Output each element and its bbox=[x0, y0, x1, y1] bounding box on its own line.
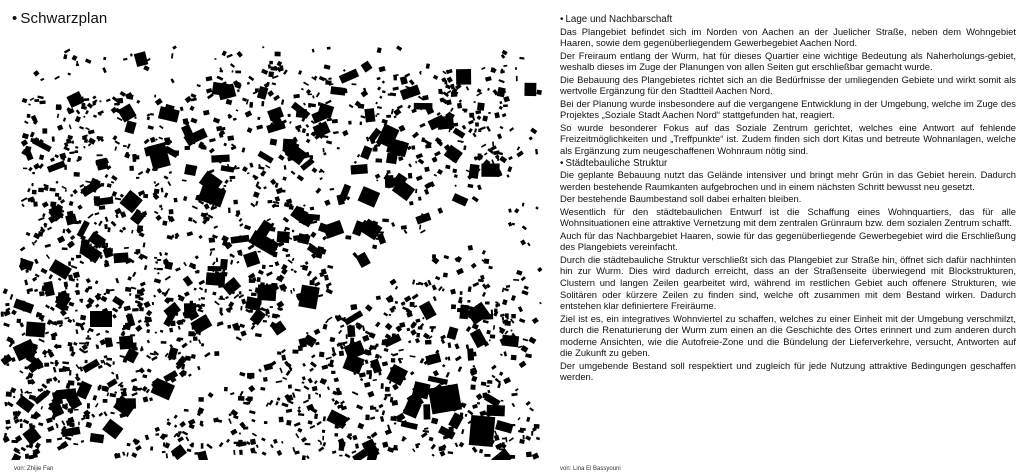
paragraph: Der bestehende Baumbestand soll dabei erhalten bleiben. bbox=[560, 193, 802, 205]
page-title bbox=[12, 10, 107, 27]
text-credit: von: Lina El Bassyouni bbox=[560, 466, 621, 472]
page-title-text: Schwarzplan bbox=[20, 10, 108, 27]
section-heading-text: Städtebauliche Struktur bbox=[565, 157, 668, 169]
paragraph: Die geplante Bebauung nutzt das Gelände intensiver und bringt mehr Grün in das Gebiet herein. Dadurch werden bestehende Raumkanten aufgebrochen und in einem nächsten Schritt bewusst neu gesetzt. bbox=[560, 169, 1016, 192]
bullet-icon: • bbox=[12, 10, 18, 27]
paragraph: Der umgebende Bestand soll respektiert und zugleich für jede Nutzung attraktive Bedingungen geschaffen werden. bbox=[560, 359, 1016, 383]
section-struktur bbox=[560, 158, 1016, 383]
figure-ground-map bbox=[0, 36, 548, 460]
paragraph: Der Freiraum entlang der Wurm, hat für dieses Quartier eine wichtige Bedeutung als Naherholungs-gebiet, weshalb dieses im Zuge der Planungen von allen Seiten gut erschließbar gemacht wurde. bbox=[560, 49, 1016, 73]
paragraph: So wurde besonderer Fokus auf das Soziale Zentrum gerichtet, welches eine Antwort auf fehlende Freizeitmöglichkeiten und „Treffpunkte“ ist. Zudem finden sich dort Kitas und betreute Wohnanlagen, welche als Ergänzung zum neugeschaffenen Wohnraum nötig sind. bbox=[560, 121, 1016, 157]
figure-ground-map-graphic bbox=[0, 36, 548, 460]
paragraph: Bei der Planung wurde insbesondere auf die vergangene Entwicklung in der Umgebung, welche im Zuge des Projektes „Soziale Stadt Aachen Nord“ stattgefunden hat, reagiert. bbox=[560, 97, 1016, 121]
map-credit: von: Zhijie Fan bbox=[14, 466, 54, 472]
section-lage bbox=[560, 14, 1016, 157]
section-heading bbox=[560, 158, 1016, 170]
paragraph: Das Plangebiet befindet sich im Norden von Aachen an der Juelicher Straße, neben dem Wohngebiet Haaren, sowie dem gegenüberliegendem Gewerbegebiet Aachen Nord. bbox=[560, 25, 1016, 49]
section-heading bbox=[560, 14, 1016, 26]
paragraph: Die Bebauung des Plangebietes richtet sich an die Bedürfnisse der umliegenden Gebiete und wirkt somit als wertvolle Ergänzung für den Stadtteil Aachen Nord. bbox=[560, 73, 1016, 97]
paragraph: Ziel ist es, ein integratives Wohnviertel zu schaffen, welches zu einer Einheit mit der Umgebung verschmilzt, durch die Renaturierung der Wurm zum einen an die Geschichte des Ortes erinnert und zum anderen durch moderne Ansichten, wie die Autofreie-Zone und die Bündelung der Lieferverkehre, versucht, Antworten auf die Zukunft zu geben. bbox=[560, 312, 1016, 359]
paragraph: Durch die städtebauliche Struktur verschließt sich das Plangebiet zur Straße hin, öffnet sich dafür nachhinten hin zur Wurm. Dies wird dadurch erreicht, dass an der Straßenseite überwiegend mit Blockstrukturen, Clustern und langen Zeilen gearbeitet wird, während im restlichen Gebiet auch offenere Strukturen, wie Solitären oder kürzere Zeilen zu finden sind, welche oft zusammen mit dem Bestand wirken. Dadurch entstehen klar definiertere Freiräume. bbox=[560, 253, 1016, 312]
bullet-icon: • bbox=[560, 157, 564, 169]
bullet-icon: • bbox=[560, 14, 564, 25]
section-heading-text: Lage und Nachbarschaft bbox=[565, 14, 673, 25]
paragraph: Wesentlich für den städtebaulichen Entwurf ist die Schaffung eines Wohnquartiers, das für alle Wohnsituationen eine attraktive Vernetzung mit dem zentralen Grünraum bzw. dem sozialen Zentrum schafft. bbox=[560, 205, 1016, 229]
text-column bbox=[560, 14, 1016, 384]
paragraph: Auch für das Nachbargebiet Haaren, sowie für das gegenüberliegende Gewerbegebiet wird die Erschließung des Plangebiets vereinfacht. bbox=[560, 229, 1016, 253]
